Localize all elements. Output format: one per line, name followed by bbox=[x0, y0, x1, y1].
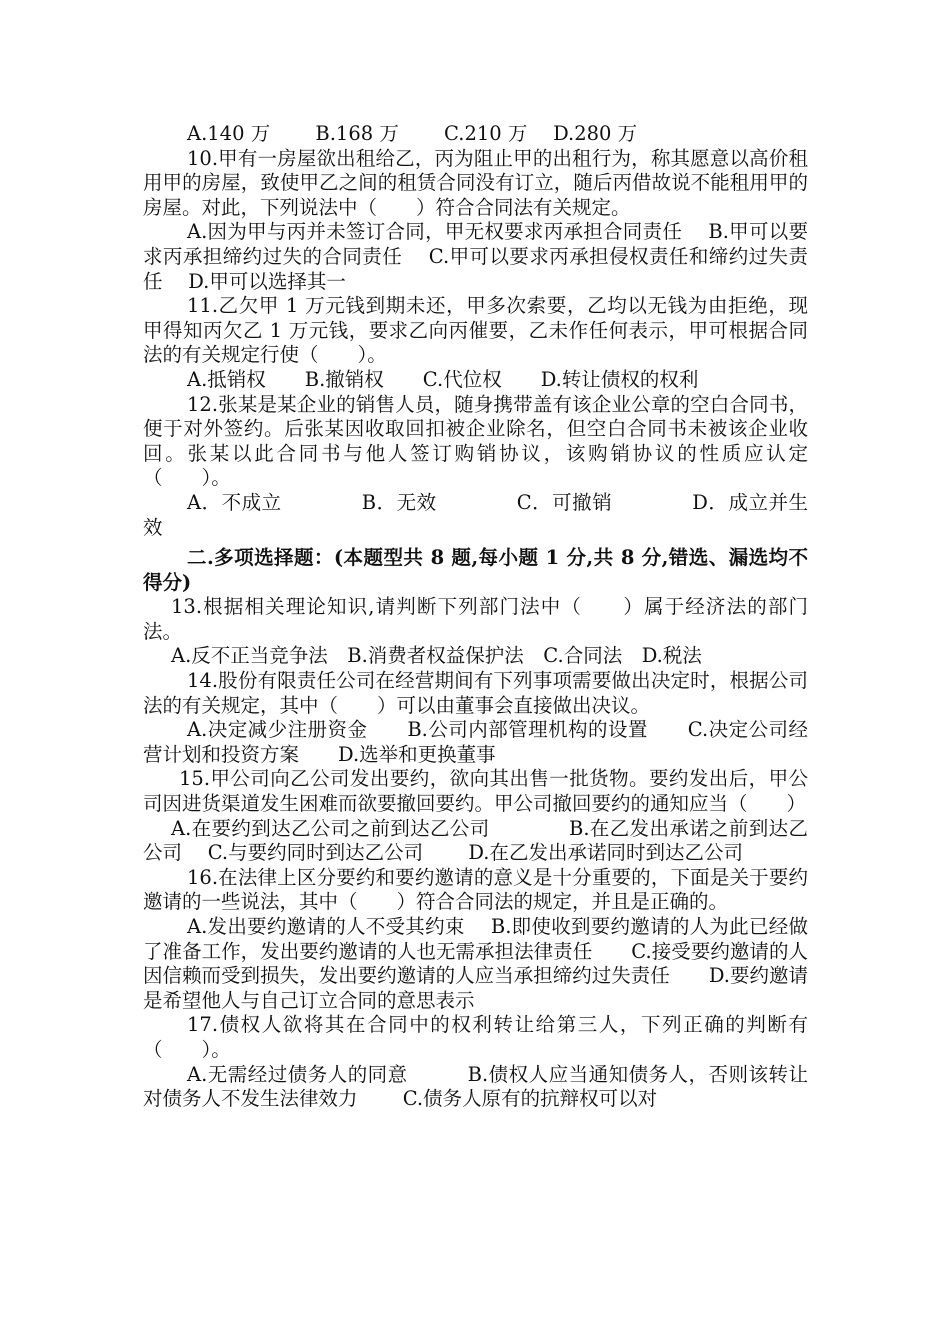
q17-stem: 17.债权人欲将其在合同中的权利转让给第三人，下列正确的判断有（ ）。 bbox=[143, 1013, 808, 1061]
q13-stem: 13.根据相关理论知识,请判断下列部门法中（ ）属于经济法的部门法。 bbox=[143, 595, 808, 643]
q12-stem: 12.张某是某企业的销售人员，随身携带盖有该企业公章的空白合同书，便于对外签约。后张某因收取回扣被企业除名，但空白合同书未被该企业收回。张某以此合同书与他人签订购销协议，该购销协议的性质应认定（ ）。 bbox=[143, 392, 808, 490]
q17-options: A.无需经过债务人的同意 B.债权人应当通知债务人，否则该转让对债务人不发生法律效力 C.债务人原有的抗辩权可以对 bbox=[143, 1062, 808, 1111]
q10-stem: 10.甲有一房屋欲出租给乙，丙为阻止甲的出租行为，称其愿意以高价租用甲的房屋，致使甲乙之间的租赁合同没有订立，随后丙借故说不能租用甲的房屋。对此，下列说法中（ ）符合合同法有关规定。 bbox=[143, 146, 808, 219]
q11-options: A.抵销权 B.撤销权 C.代位权 D.转让债权的权利 bbox=[187, 367, 699, 391]
q10-options: A.因为甲与丙并未签订合同，甲无权要求丙承担合同责任 B.甲可以要求丙承担缔约过失的合同责任 C.甲可以要求丙承担侵权责任和缔约过失责任 D.甲可以选择其一 bbox=[143, 220, 808, 293]
section-heading: 二.多项选择题：(本题型共 8 题,每小题 1 分,共 8 分,错选、漏选均不得分) bbox=[143, 546, 808, 594]
q11-stem: 11.乙欠甲 1 万元钱到期未还，甲多次索要，乙均以无钱为由拒绝，现甲得知丙欠乙 1 万元钱，要求乙向丙催要，乙未作任何表示，甲可根据合同法的有关规定行使（ ）。 bbox=[143, 294, 808, 367]
q14-stem: 14.股份有限责任公司在经营期间有下列事项需要做出决定时，根据公司法的有关规定，其中（ ）可以由董事会直接做出决议。 bbox=[143, 669, 808, 717]
q15-options: A.在要约到达乙公司之前到达乙公司 B.在乙发出承诺之前到达乙公司 C.与要约同时到达乙公司 D.在乙发出承诺同时到达乙公司 bbox=[143, 816, 808, 865]
q15-stem: 15.甲公司向乙公司发出要约，欲向其出售一批货物。要约发出后，甲公司因进货渠道发生困难而欲要撤回要约。甲公司撤回要约的通知应当（ ） bbox=[143, 767, 808, 816]
q13-options: A.反不正当竞争法 B.消费者权益保护法 C.合同法 D.税法 bbox=[171, 644, 702, 668]
q16-options: A.发出要约邀请的人不受其约束 B.即使收到要约邀请的人为此已经做了准备工作，发出要约邀请的人也无需承担法律责任 C.接受要约邀请的人因信赖而受到损失，发出要约邀请的人应当承担缔约过失责任 D.要约邀请是希望他人与自己订立合同的意思表示 bbox=[143, 915, 808, 1012]
q12-options: A．不成立 B．无效 C．可撤销 D．成立并生效 bbox=[143, 490, 808, 539]
q14-options: A.决定减少注册资金 B.公司内部管理机构的设置 C.决定公司经营计划和投资方案 D.选举和更换董事 bbox=[143, 718, 808, 766]
q9-options: A.140 万 B.168 万 C.210 万 D.280 万 bbox=[187, 122, 638, 145]
q16-stem: 16.在法律上区分要约和要约邀请的意义是十分重要的，下面是关于要约邀请的一些说法，其中（ ）符合合同法的规定，并且是正确的。 bbox=[143, 865, 808, 914]
exam-content bbox=[143, 122, 808, 1112]
